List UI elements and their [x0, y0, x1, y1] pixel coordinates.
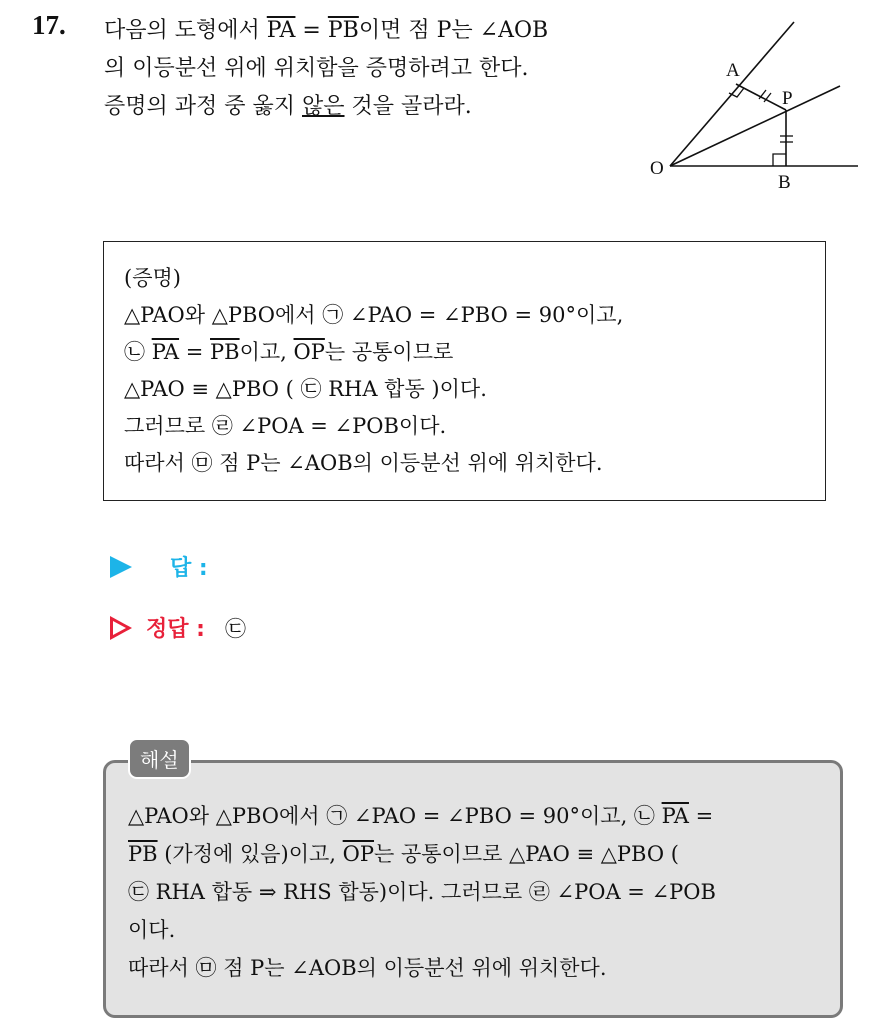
explanation-row-1-post: =	[688, 804, 714, 828]
proof-row-2-post: 는 공통이므로	[324, 340, 454, 364]
question-line-1-pre: 다음의 도형에서	[104, 18, 267, 43]
question-number: 17.	[32, 10, 66, 40]
angle-bisector-figure	[648, 18, 864, 194]
question-line-1-post: 이면 점 P는 ∠AOB	[358, 18, 549, 43]
proof-heading: (증명)	[124, 266, 181, 290]
answer-row	[110, 551, 208, 582]
proof-row-5: 따라서 ㉤ 점 P는 ∠AOB의 이등분선 위에 위치한다.	[124, 451, 603, 475]
explanation-row-1	[128, 797, 822, 835]
answer-label: 답 :	[170, 556, 208, 581]
proof-box	[103, 241, 826, 501]
explanation-segment-pb: $\overline{PB}$	[128, 842, 158, 866]
proof-row-2-pre: ㉡	[124, 340, 152, 364]
play-triangle-icon	[110, 556, 132, 578]
outline-triangle-icon	[110, 616, 132, 640]
explanation-row-2-post: 는 공통이므로 △PAO ≡ △PBO (	[374, 842, 679, 866]
explanation-row-3: ㉢ RHA 합동 ⇒ RHS 합동)이다. 그러므로 ㉣ ∠POA = ∠POB	[128, 880, 716, 904]
question-line-1	[104, 12, 624, 50]
segment-pb: $\overline{PB}$	[327, 18, 359, 43]
question-text	[104, 12, 624, 126]
proof-equals: =	[179, 340, 211, 364]
question-line-2: 의 이등분선 위에 위치함을 증명하려고 한다.	[104, 56, 529, 81]
question-line-3	[104, 88, 624, 126]
label-b: B	[778, 172, 791, 193]
explanation-badge: 해설	[128, 738, 191, 779]
correct-answer-value: ㉢	[224, 616, 246, 641]
proof-row-4: 그러므로 ㉣ ∠POA = ∠POB이다.	[124, 414, 447, 438]
explanation-row-5: 따라서 ㉤ 점 P는 ∠AOB의 이등분선 위에 위치한다.	[128, 956, 607, 980]
explanation-row-2-mid: (가정에 있음)이고,	[157, 842, 343, 866]
proof-segment-pa: $\overline{PA}$	[151, 340, 180, 364]
underlined-word: 않은	[302, 94, 345, 119]
explanation-box	[103, 760, 843, 1018]
ray-op	[670, 86, 840, 166]
correct-answer-row	[110, 612, 246, 643]
proof-row-2-mid: 이고,	[239, 340, 294, 364]
explanation-row-4: 이다.	[128, 918, 176, 942]
correct-answer-label: 정답 :	[146, 617, 205, 642]
explanation-segment-op: $\overline{OP}$	[342, 842, 375, 866]
proof-row-3: △PAO ≡ △PBO ( ㉢ RHA 합동 )이다.	[124, 377, 487, 401]
explanation-segment-pa: $\overline{PA}$	[661, 804, 689, 828]
right-angle-mark-b	[773, 154, 786, 166]
label-a: A	[726, 60, 740, 81]
equals-sign: =	[295, 18, 328, 43]
proof-segment-pb: $\overline{PB}$	[210, 340, 240, 364]
question-line-3-pre: 증명의 과정 중 옳지	[104, 94, 302, 119]
explanation-row-2	[128, 835, 822, 873]
proof-row-2	[124, 334, 825, 371]
proof-segment-op: $\overline{OP}$	[293, 340, 325, 364]
segment-pa: $\overline{PA}$	[266, 18, 296, 43]
label-o: O	[650, 158, 664, 179]
explanation-row-1-pre: △PAO와 △PBO에서 ㉠ ∠PAO = ∠PBO = 90°이고, ㉡	[128, 804, 662, 828]
proof-row-1: △PAO와 △PBO에서 ㉠ ∠PAO = ∠PBO = 90°이고,	[124, 303, 624, 327]
question-line-3-post: 것을 골라라.	[344, 94, 472, 119]
label-p: P	[782, 88, 793, 109]
